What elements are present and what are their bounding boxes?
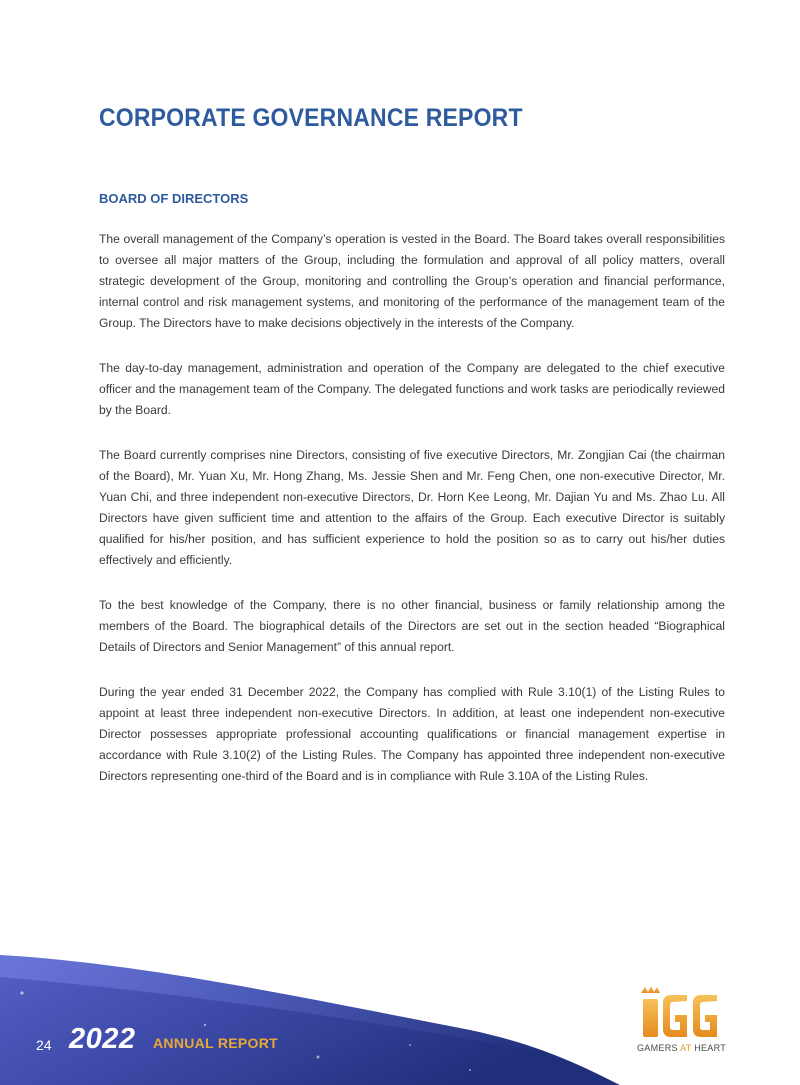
paragraph-relationships: To the best knowledge of the Company, there is no other financial, business or family relationship among the members of the Board. The biographical details of the Directors are set out in the section headed “Biographical Details of Directors and Senior Management” of this annual report. — [99, 598, 725, 654]
paragraph-board-composition: The Board currently comprises nine Directors, consisting of five executive Directors, Mr. Zongjian Cai (the chairman of the Board), Mr. Yuan Xu, Mr. Hong Zhang, Ms. Jessie Shen and Mr. Feng Chen, one non-executive Director, Mr. Yuan Chi, and three independent non-executive Directors, Dr. Horn Kee Leong, Mr. Dajian Yu and Ms. Zhao Lu. All Directors have given sufficient time and attention to the affairs of the Group. Each executive Director is suitably qualified for his/her position, and has sufficient experience to hold the position so as to carry out his/her duties effectively and efficiently. — [99, 448, 725, 567]
paragraph-listing-rules-compliance: During the year ended 31 December 2022, the Company has complied with Rule 3.10(1) of the Listing Rules to appoint at least three independent non-executive Directors. In addition, at least one independent non-executive Director possesses appropriate professional accounting qualifications or financial management expertise in accordance with Rule 3.10(2) of the Listing Rules. The Company has appointed three independent non-executive Directors representing one-third of the Board and is in compliance with Rule 3.10A of the Listing Rules. — [99, 685, 725, 783]
footer-report-label: ANNUAL REPORT — [153, 1035, 278, 1051]
logo-tagline-accent: AT — [680, 1043, 692, 1053]
page-title: CORPORATE GOVERNANCE REPORT — [99, 104, 523, 132]
igg-logo-mark — [637, 985, 743, 1041]
logo-tagline — [637, 1043, 743, 1053]
logo-tagline-prefix: GAMERS — [637, 1043, 681, 1053]
body-text — [99, 229, 725, 811]
section-heading: BOARD OF DIRECTORS — [99, 191, 249, 206]
page-number: 24 — [36, 1037, 52, 1053]
paragraph-day-to-day-management: The day-to-day management, administration and operation of the Company are delegated to the chief executive officer and the management team of the Company. The delegated functions and work tasks are periodically reviewed by the Board. — [99, 361, 725, 417]
igg-logo — [633, 985, 743, 1060]
logo-tagline-suffix: HEART — [691, 1043, 727, 1053]
footer-year: 2022 — [69, 1023, 136, 1055]
paragraph-overall-management: The overall management of the Company’s operation is vested in the Board. The Board takes overall responsibilities to oversee all major matters of the Group, including the formulation and approval of all policy matters, overall strategic development of the Group, monitoring and controlling the Group’s operation and financial performance, internal control and risk management systems, and monitoring of the performance of the management team of the Group. The Directors have to make decisions objectively in the interests of the Company. — [99, 232, 725, 330]
